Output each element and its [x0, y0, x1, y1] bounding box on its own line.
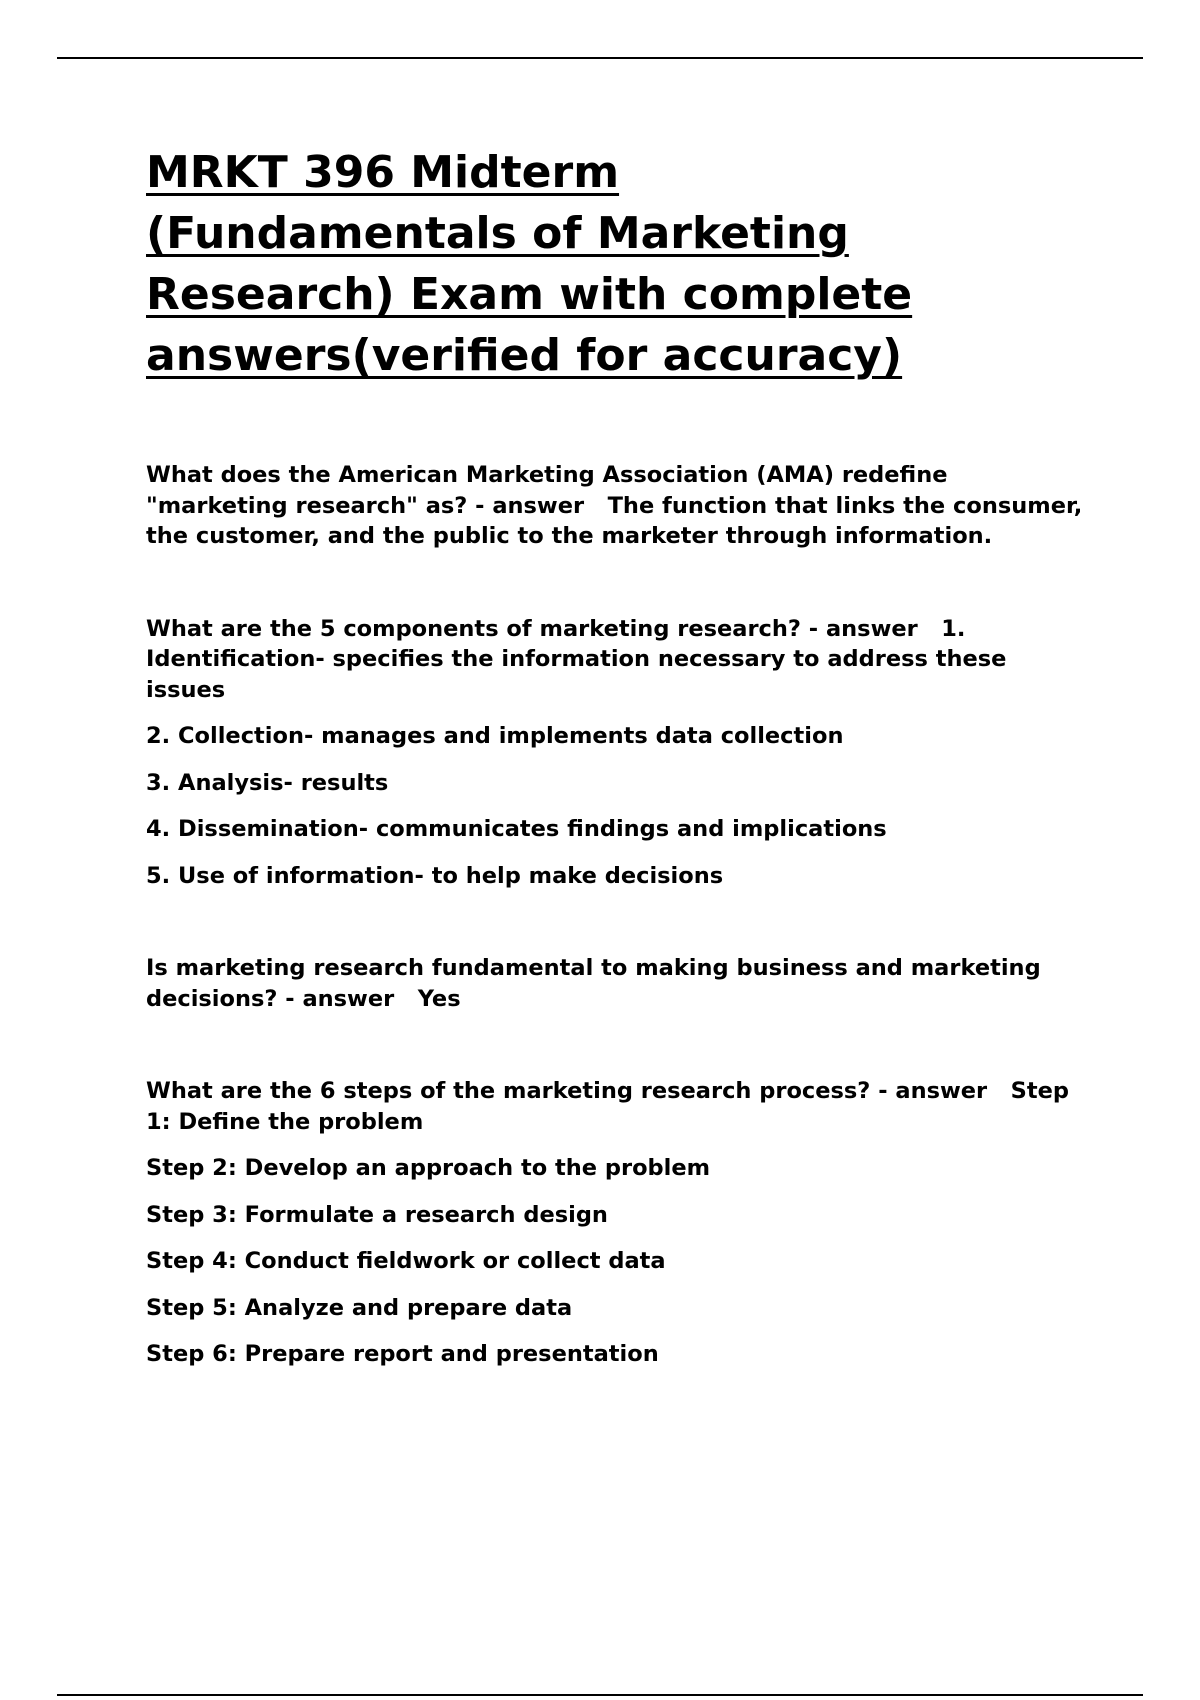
list-item: 5. Use of information- to help make decisions: [146, 862, 724, 889]
list-item: 3. Analysis- results: [146, 769, 389, 796]
qa-block-4: [146, 1076, 1086, 1137]
bottom-rule: [57, 1694, 1143, 1696]
answer-separator-3: - answer: [277, 985, 418, 1012]
list-item: 2. Collection- manages and implements data collection: [146, 723, 844, 749]
list-item: Step 6: Prepare report and presentation: [146, 1341, 659, 1367]
answer-3: Yes: [417, 985, 461, 1012]
answer-2: 1. Identification- specifies the information necessary to address these issues: [146, 615, 1007, 703]
document-body: [146, 142, 1086, 1370]
list-item: Step 2: Develop an approach to the problem: [146, 1155, 711, 1181]
answer-separator-1: - answer: [467, 492, 608, 519]
list-item: 4. Dissemination- communicates findings and implications: [146, 816, 887, 842]
list-item: Step 3: Formulate a research design: [146, 1201, 608, 1228]
document-title: MRKT 396 Midterm (Fundamentals of Marketing Research) Exam with complete answers(verified for accuracy): [146, 147, 913, 381]
answer-4: Step 1: Define the problem: [146, 1078, 1069, 1135]
question-1: What does the American Marketing Association (AMA) redefine "marketing research" as?: [146, 462, 948, 519]
question-2: What are the 5 components of marketing research?: [146, 615, 801, 642]
list-item: Step 5: Analyze and prepare data: [146, 1294, 573, 1321]
qa-block-3: [146, 953, 1086, 1014]
answer-1: The function that links the consumer, the customer, and the public to the marketer through information.: [146, 492, 1083, 549]
list-item: Step 4: Conduct fieldwork or collect data: [146, 1248, 666, 1274]
qa-block-1: [146, 460, 1086, 552]
answer-separator-4: - answer: [870, 1078, 1011, 1104]
question-3: Is marketing research fundamental to making business and marketing decisions?: [146, 955, 1041, 1012]
qa-block-2: [146, 614, 1086, 706]
top-rule: [57, 57, 1143, 59]
answer-separator-2: - answer: [800, 615, 942, 642]
question-4: What are the 6 steps of the marketing research process?: [146, 1078, 871, 1104]
